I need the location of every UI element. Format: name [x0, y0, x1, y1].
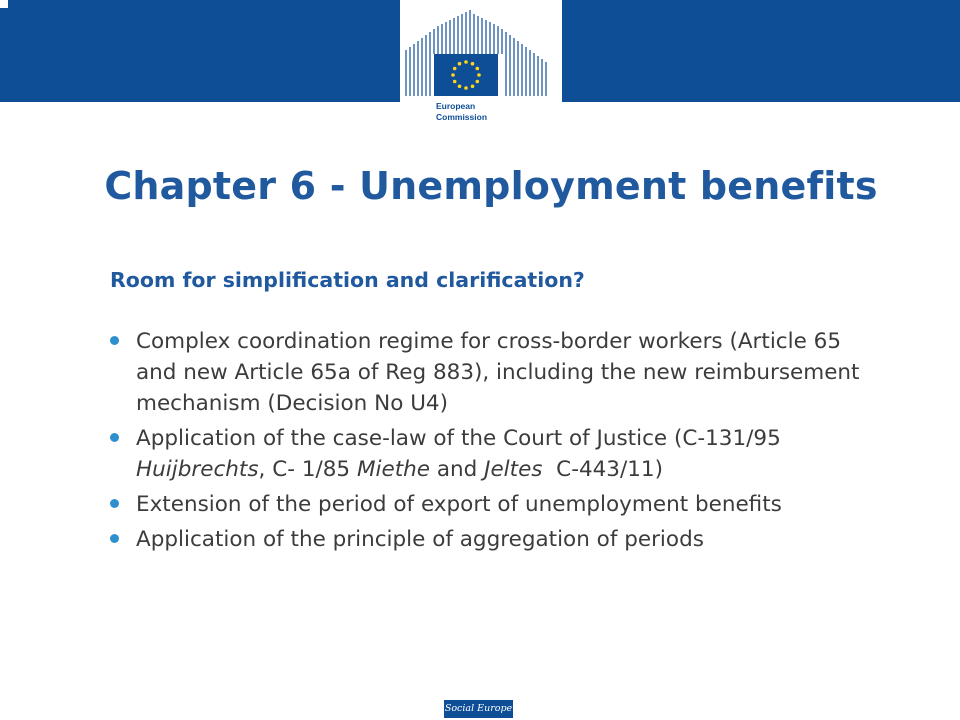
case-name-italic: Jeltes — [484, 457, 543, 482]
corner-mark — [0, 0, 8, 8]
bullet-item — [108, 423, 868, 485]
bullet-item — [108, 524, 868, 555]
bullet-text — [136, 426, 781, 482]
european-commission-logo — [400, 0, 562, 134]
bullet-dot-icon — [110, 336, 119, 345]
bullet-text — [136, 527, 704, 552]
bullet-dot-icon — [110, 433, 119, 442]
bullet-dot-icon — [110, 499, 119, 508]
logo-text-line2: Commission — [436, 112, 488, 122]
bullet-text — [136, 492, 782, 517]
bullet-list — [108, 326, 868, 559]
case-name-italic: Huijbrechts — [136, 457, 259, 482]
case-name-italic: Miethe — [356, 457, 430, 482]
bullet-text-segment: Extension of the period of export of unemployment benefits — [136, 492, 782, 517]
bullet-text-segment: Complex coordination regime for cross-border workers (Article 65 and new Article 65a of Reg 883), including the new reimbursement mechanism (Decision No U4) — [136, 329, 860, 416]
footer-social-europe-badge: Social Europe — [444, 700, 513, 718]
bullet-text-segment: C-443/11) — [542, 457, 663, 482]
bullet-text-segment: , C- 1/85 — [258, 457, 357, 482]
bullet-text-segment: Application of the principle of aggregation of periods — [136, 527, 704, 552]
logo-text-line1: European — [436, 101, 476, 111]
bullet-text-segment: and — [429, 457, 485, 482]
berlaymont-building-icon — [400, 0, 562, 134]
bullet-text-segment: Application of the case-law of the Court of Justice (C-131/95 — [136, 426, 781, 451]
slide-title: Chapter 6 - Unemployment benefits — [104, 164, 878, 208]
slide-subtitle: Room for simplification and clarification? — [110, 268, 585, 292]
bullet-item — [108, 489, 868, 520]
bullet-dot-icon — [110, 534, 119, 543]
bullet-text — [136, 329, 859, 416]
bullet-item — [108, 326, 868, 419]
